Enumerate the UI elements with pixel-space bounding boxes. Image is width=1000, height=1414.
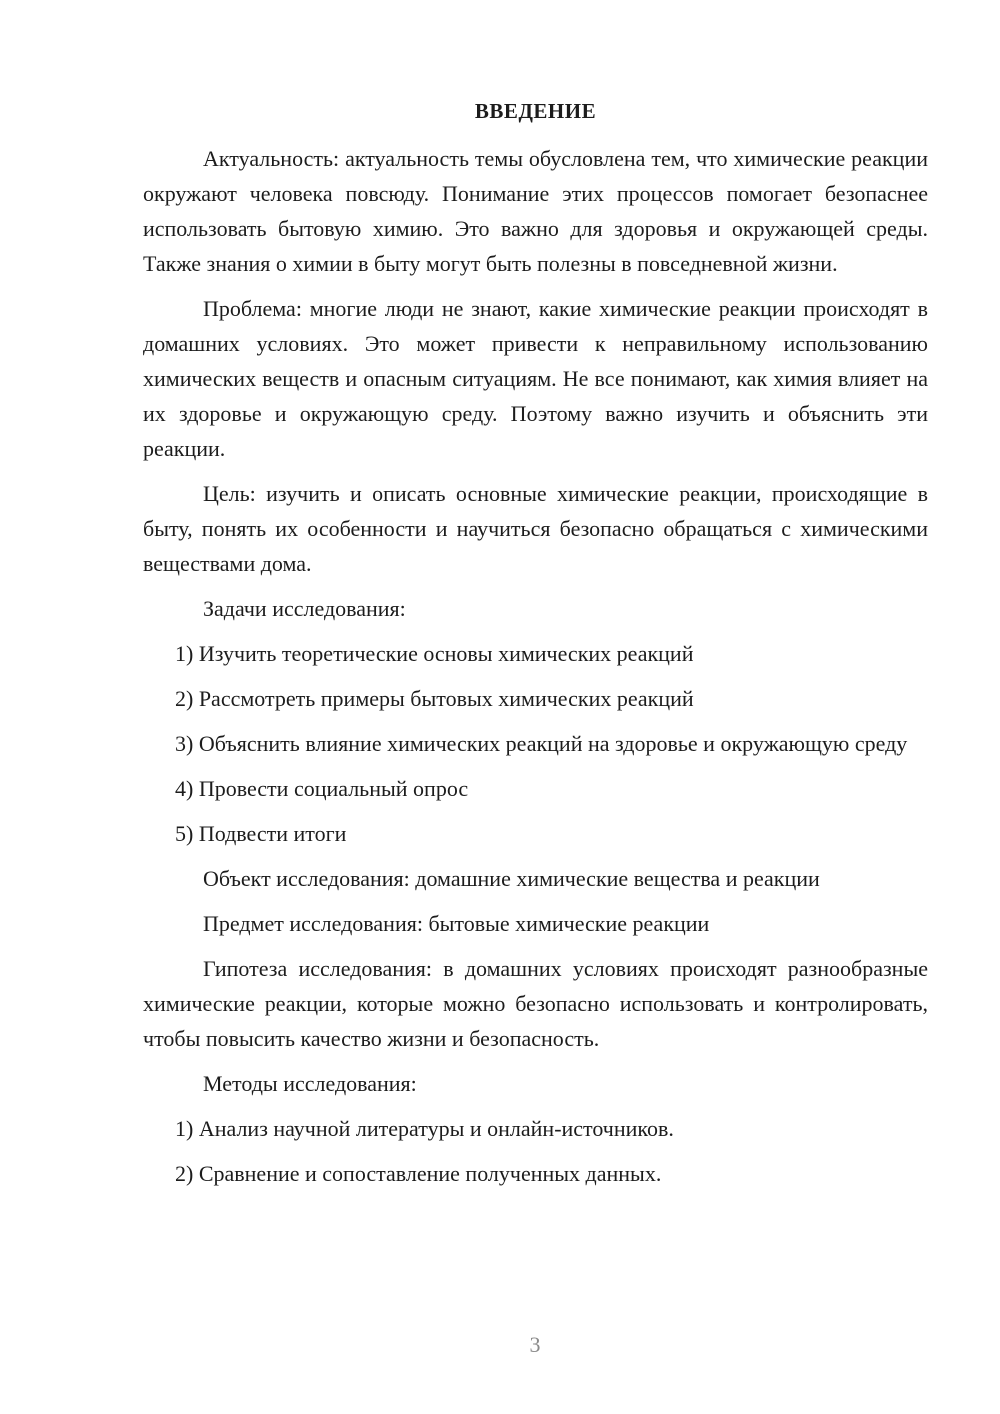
method-item: 1) Анализ научной литературы и онлайн-источников. [175,1116,674,1141]
section-heading: ВВЕДЕНИЕ [474,99,597,123]
task-item: 5) Подвести итоги [175,821,347,846]
goal-paragraph: Цель: изучить и описать основные химические реакции, происходящие в быту, понять их особенности и научиться безопасно обращаться с химическими веществами дома. [143,481,928,576]
relevance-paragraph: Актуальность: актуальность темы обусловлена тем, что химические реакции окружают человека повсюду. Понимание этих процессов помогает безопаснее использовать бытовую химию. Это важно для здоровья и окружающей среды. Также знания о химии в быту могут быть полезны в повседневной жизни. [143,146,928,276]
research-object: Объект исследования: домашние химические вещества и реакции [203,866,820,891]
tasks-label: Задачи исследования: [203,596,406,621]
task-item: 4) Провести социальный опрос [175,776,469,801]
task-item: 3) Объяснить влияние химических реакций на здоровье и окружающую среду [175,731,908,756]
methods-label: Методы исследования: [203,1071,417,1096]
method-item: 2) Сравнение и сопоставление полученных данных. [175,1161,662,1186]
research-subject: Предмет исследования: бытовые химические реакции [203,911,710,936]
task-item: 1) Изучить теоретические основы химических реакций [175,641,694,666]
page-number: 3 [529,1332,541,1357]
problem-paragraph: Проблема: многие люди не знают, какие химические реакции происходят в домашних условиях. Это может привести к неправильному использованию химических веществ и опасным ситуациям. Не все понимают, как химия влияет на их здоровье и окружающую среду. Поэтому важно изучить и объяснить эти реакции. [143,296,928,461]
document-page [143,96,928,1201]
task-item: 2) Рассмотреть примеры бытовых химических реакций [175,686,694,711]
hypothesis-paragraph: Гипотеза исследования: в домашних условиях происходят разнообразные химические реакции, которые можно безопасно использовать и контролировать, чтобы повысить качество жизни и безопасность. [143,956,928,1051]
